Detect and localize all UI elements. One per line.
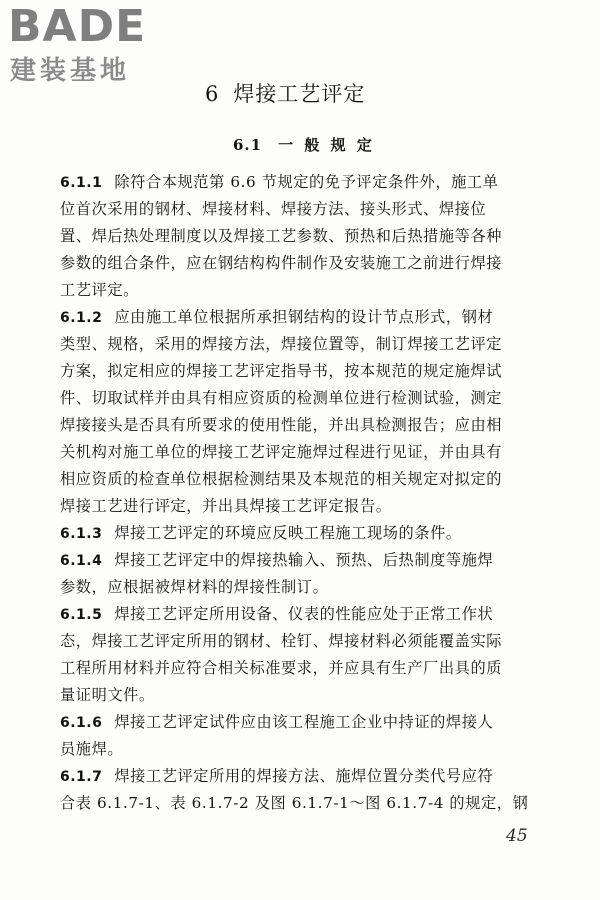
- chapter-title: 焊接工艺评定: [233, 82, 366, 106]
- watermark-logo: [4, 0, 184, 92]
- text-line: [60, 655, 548, 682]
- clause-number: 6.1.7: [60, 769, 103, 785]
- text-line: [60, 601, 548, 628]
- text-line: [60, 709, 548, 736]
- section-title: 一 般 规 定: [278, 136, 375, 154]
- text-line: [60, 628, 548, 655]
- text-line: [60, 574, 548, 601]
- line-text: 工艺评定。: [60, 281, 139, 299]
- line-text: 置、焊后热处理制度以及焊接工艺参数、预热和后热措施等各种: [60, 227, 503, 245]
- text-line: [60, 331, 548, 358]
- line-text: 员施焊。: [60, 740, 124, 758]
- line-text: 位首次采用的钢材、焊接材料、焊接方法、接头形式、焊接位: [60, 200, 487, 218]
- text-line: [60, 223, 548, 250]
- section-number: 6.1: [233, 136, 263, 154]
- chapter-heading: [205, 78, 365, 108]
- clause-number: 6.1.6: [60, 715, 103, 731]
- text-line: [60, 520, 548, 547]
- text-line: [60, 169, 548, 196]
- chapter-number: 6: [205, 82, 220, 106]
- line-text: 类型、规格，采用的焊接方法，焊接位置等，制订焊接工艺评定: [60, 335, 503, 353]
- watermark-subtitle: 建装基地: [10, 56, 131, 86]
- line-text: 焊接工艺评定所用的焊接方法、施焊位置分类代号应符: [114, 767, 494, 785]
- line-text: 参数的组合条件，应在钢结构构件制作及安装施工之前进行焊接: [60, 254, 503, 272]
- section-heading: [233, 134, 375, 155]
- text-line: [60, 304, 548, 331]
- line-text: 焊接工艺进行评定，并出具焊接工艺评定报告。: [60, 497, 392, 515]
- page-number: 45: [506, 826, 528, 846]
- watermark-brand: BADE: [8, 1, 147, 52]
- line-text: 态，焊接工艺评定所用的钢材、栓钉、焊接材料必须能覆盖实际: [60, 632, 503, 650]
- line-text: 方案，拟定相应的焊接工艺评定指导书，按本规范的规定施焊试: [60, 362, 503, 380]
- line-text: 合表 6.1.7-1、表 6.1.7-2 及图 6.1.7-1～图 6.1.7-4 的规定，钢: [60, 794, 529, 812]
- text-line: [60, 466, 548, 493]
- line-text: 件、切取试样并由具有相应资质的检测单位进行检测试验，测定: [60, 389, 503, 407]
- clause-number: 6.1.3: [60, 526, 103, 542]
- line-text: 焊接工艺评定试件应由该工程施工企业中持证的焊接人: [114, 713, 494, 731]
- line-text: 参数，应根据被焊材料的焊接性制订。: [60, 578, 329, 596]
- text-line: [60, 412, 548, 439]
- clause-number: 6.1.1: [60, 175, 103, 191]
- line-text: 除符合本规范第 6.6 节规定的免予评定条件外，施工单: [114, 173, 499, 191]
- text-line: [60, 682, 548, 709]
- line-text: 焊接工艺评定中的焊接热输入、预热、后热制度等施焊: [114, 551, 494, 569]
- line-text: 量证明文件。: [60, 686, 155, 704]
- text-line: [60, 358, 548, 385]
- clause-number: 6.1.2: [60, 310, 103, 326]
- line-text: 相应资质的检查单位根据检测结果及本规范的相关规定对拟定的: [60, 470, 503, 488]
- text-line: [60, 277, 548, 304]
- body-text: [60, 169, 548, 817]
- text-line: [60, 250, 548, 277]
- line-text: 应由施工单位根据所承担钢结构的设计节点形式，钢材: [114, 308, 494, 326]
- text-line: [60, 196, 548, 223]
- line-text: 工程所用材料并应符合相关标准要求，并应具有生产厂出具的质: [60, 659, 503, 677]
- text-line: [60, 736, 548, 763]
- line-text: 焊接接头是否具有所要求的使用性能，并出具检测报告；应由相: [60, 416, 503, 434]
- line-text: 关机构对施工单位的焊接工艺评定施焊过程进行见证，并由具有: [60, 443, 503, 461]
- line-text: 焊接工艺评定所用设备、仪表的性能应处于正常工作状: [114, 605, 494, 623]
- text-line: [60, 790, 548, 817]
- text-line: [60, 547, 548, 574]
- text-line: [60, 439, 548, 466]
- text-line: [60, 493, 548, 520]
- line-text: 焊接工艺评定的环境应反映工程施工现场的条件。: [114, 524, 462, 542]
- clause-number: 6.1.5: [60, 607, 103, 623]
- text-line: [60, 763, 548, 790]
- clause-number: 6.1.4: [60, 553, 103, 569]
- text-line: [60, 385, 548, 412]
